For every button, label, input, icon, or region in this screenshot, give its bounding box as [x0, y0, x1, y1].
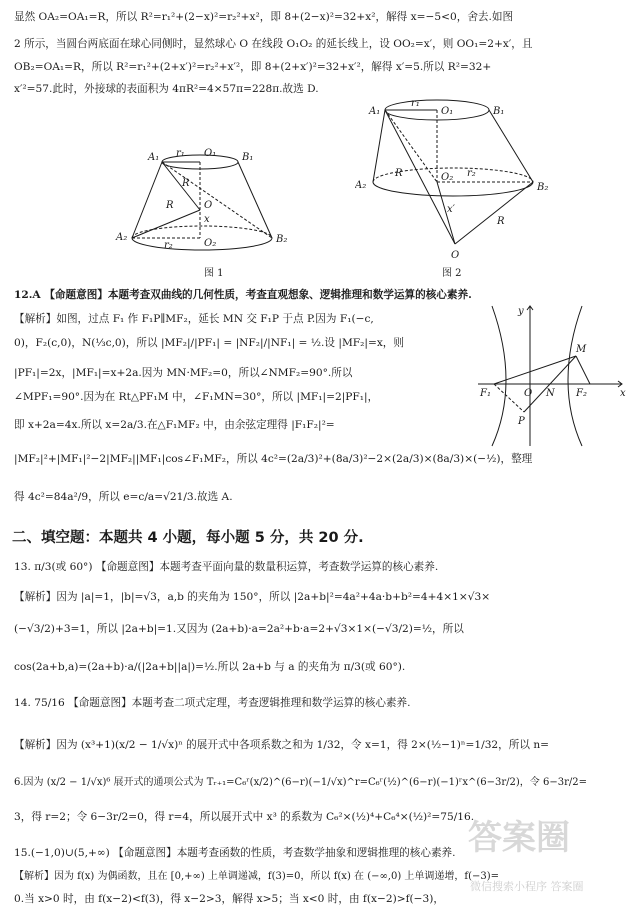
fig1-label: r₂ — [164, 240, 173, 251]
fig2-label: r₂ — [467, 168, 476, 179]
fig1-label: A₂ — [116, 232, 128, 243]
fig2-label: O — [451, 250, 460, 261]
text-line: |MF₂|²+|MF₁|²−2|MF₂||MF₁|cos∠F₁MF₂，所以 4c²=(2a/3)²+(8a/3)²−2×(2a/3)×(8a/3)×(−½)，整理 — [14, 453, 533, 465]
text-line: 得 4c²=84a²/9，所以 e=c/a=√21/3.故选 A. — [14, 491, 233, 503]
text-line: 【解析】因为 f(x) 为偶函数，且在 [0,+∞) 上单调递减，f(3)=0，所以 f(x) 在 (−∞,0) 上单调递增，f(−3)= — [14, 871, 500, 882]
fig2-label: B₂ — [537, 182, 549, 193]
text-line: ∠MPF₁=90°.因为在 Rt△PF₁M 中，∠F₁MN=30°，所以 |MF₁|=2|PF₁|， — [14, 391, 379, 403]
figure-2-caption: 图 2 — [442, 268, 462, 279]
fig3-label: F₁ — [480, 388, 491, 399]
fig1-label: O₂ — [204, 238, 217, 249]
fig1-label: O — [204, 200, 213, 211]
text-line: |PF₁|=2x，|MF₁|=x+2a.因为 MN·MF₂=0，所以∠NMF₂=90°.所以 — [14, 367, 353, 379]
text-line: 15.(−1,0)∪(5,+∞) 【命题意图】本题考查函数的性质，考查数学抽象和逻辑推理的核心素养. — [14, 847, 456, 859]
text-line: (−√3/2)+3=1，所以 |2a+b|=1.又因为 (2a+b)·a=2a²+b·a=2+√3×1×(−√3/2)=½，所以 — [14, 623, 464, 635]
fig2-label: r₁ — [411, 98, 420, 109]
fig2-label: A₂ — [355, 180, 367, 191]
figure-3-hyperbola — [472, 300, 632, 450]
fig3-label: y — [518, 306, 524, 317]
text-line: 6.因为 (x/2 − 1/√x)⁶ 展开式的通项公式为 Tᵣ₊₁=C₆ʳ(x/2)^(6−r)(−1/√x)^r=C₆ʳ(½)^(6−r)(−1)ʳx^(6−3r/2)，令 6−3r/2= — [14, 777, 587, 788]
fig3-label: M — [576, 344, 587, 355]
text-line: 0.当 x>0 时，由 f(x−2)<f(3)，得 x−2>3，解得 x>5；当 x<0 时，由 f(x−2)>f(−3)， — [14, 893, 444, 905]
figure-2-frustum — [355, 96, 565, 266]
fig1-label: R — [182, 178, 190, 189]
figure-1-frustum — [110, 140, 310, 265]
fig1-label: B₂ — [276, 234, 288, 245]
fig1-label: x — [204, 214, 210, 225]
watermark-text: 微信搜索小程序 答案圈 — [470, 880, 584, 893]
fig2-label: R — [497, 216, 505, 227]
fig3-label: P — [518, 416, 525, 427]
fig2-label: x′ — [447, 204, 455, 215]
fig1-label: A₁ — [148, 152, 160, 163]
text-line: 即 x+2a=4x.所以 x=2a/3.在△F₁MF₂ 中，由余弦定理得 |F₁F₂|²= — [14, 419, 335, 431]
text-line: 3，得 r=2；令 6−3r/2=0，得 r=4，所以展开式中 x³ 的系数为 C₆²×(½)⁴+C₆⁴×(½)²=75/16. — [14, 811, 475, 823]
watermark-logo: 答案圈 — [468, 818, 570, 858]
text-line: cos(2a+b,a)=(2a+b)·a/(|2a+b||a|)=½.所以 2a+b 与 a 的夹角为 π/3(或 60°). — [14, 661, 406, 673]
fig1-label: R — [166, 200, 174, 211]
figure-1-caption: 图 1 — [204, 268, 224, 279]
fig2-label: O₁ — [441, 106, 454, 117]
fig3-label: x — [620, 388, 626, 399]
fig1-label: O₁ — [204, 148, 217, 159]
fig2-label: R — [395, 168, 403, 179]
text-line: 【解析】因为 (x³+1)(x/2 − 1/√x)ⁿ 的展开式中各项系数之和为 1/32，令 x=1，得 2×(½−1)ⁿ=1/32，所以 n= — [14, 739, 550, 751]
text-line: 【解析】如图，过点 F₁ 作 F₁P∥MF₂，延长 MN 交 F₁P 于点 P.因为 F₁(−c, — [14, 313, 374, 325]
fig1-label: B₁ — [242, 152, 254, 163]
fig1-label: r₁ — [176, 148, 185, 159]
fig2-label: B₁ — [493, 106, 505, 117]
fig3-label: O — [524, 388, 533, 399]
text-line: 0)，F₂(c,0)，N(⅓c,0)，所以 |MF₂|/|PF₁| = |NF₂|/|NF₁| = ½.设 |MF₂|=x，则 — [14, 337, 404, 349]
text-line: 14. 75/16 【命题意图】本题考查二项式定理，考查逻辑推理和数学运算的核心素养. — [14, 697, 411, 709]
text-line: 2 所示，当圆台两底面在球心同侧时，显然球心 O 在线段 O₁O₂ 的延长线上，设 OO₂=x′，则 OO₁=2+x′，且 — [14, 38, 533, 50]
text-line: OB₂=OA₁=R，所以 R²=r₁²+(2+x′)²=r₂²+x′²，即 8+(2+x′)²=32+x′²，解得 x′=5.所以 R²=32+ — [14, 61, 492, 73]
fig2-label: O₂ — [441, 172, 454, 183]
fig3-label: N — [546, 388, 555, 399]
text-line: 显然 OA₂=OA₁=R，所以 R²=r₁²+(2−x)²=r₂²+x²，即 8+(2−x)²=32+x²，解得 x=−5<0，舍去.如图 — [14, 11, 514, 23]
text-line: 12.A 【命题意图】本题考查双曲线的几何性质，考查直观想象、逻辑推理和数学运算的核心素养. — [14, 289, 472, 301]
text-line: 13. π/3(或 60°) 【命题意图】本题考查平面向量的数量积运算，考查数学运算的核心素养. — [14, 561, 439, 573]
section-heading: 二、填空题：本题共 4 小题，每小题 5 分，共 20 分. — [12, 530, 364, 546]
fig3-label: F₂ — [576, 388, 587, 399]
text-line: 【解析】因为 |a|=1，|b|=√3，a,b 的夹角为 150°，所以 |2a+b|²=4a²+4a·b+b²=4+4×1×√3× — [14, 591, 491, 603]
fig2-label: A₁ — [369, 106, 381, 117]
text-line: x′²=57.此时，外接球的表面积为 4πR²=4×57π=228π.故选 D. — [14, 83, 319, 95]
